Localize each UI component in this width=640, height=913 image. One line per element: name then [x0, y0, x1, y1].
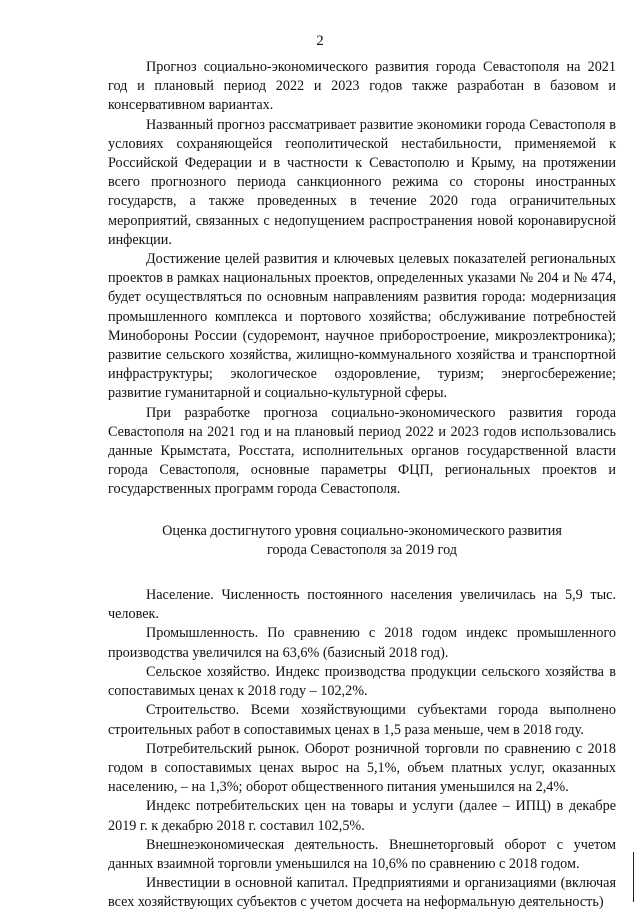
- section-heading: [108, 522, 616, 560]
- scan-edge-line: [633, 852, 634, 902]
- paragraph-development-directions: Достижение целей развития и ключевых целевых показателей региональных проектов в рамках национальных проектов, определенных указами № 204 и № 474, будет осуществляться по основным направлениям развития города: модернизация промышленного комплекса и портового хозяйства; обслуживание потребностей Минобороны России (судоремонт, научное приборостроение, микроэлектроника); развитие сельского хозяйства, жилищно-коммунального хозяйства и транспортной инфраструктуры; экологическое оздоровление, туризм; энергосбережение; развитие гуманитарной и социально-культурной сферы.: [108, 251, 616, 402]
- section-heading-line-2: города Севастополя за 2019 год: [267, 541, 457, 558]
- paragraph-data-sources: При разработке прогноза социально-экономического развития города Севастополя на 2021 год и на плановый период 2022 и 2023 годов использовались данные Крымстата, Росстата, исполнительных органов государственной власти города Севастополя, основные параметры ФЦП, региональных проектов и государственных программ города Севастополя.: [108, 404, 616, 498]
- page-number: 2: [316, 33, 324, 49]
- paragraph-industry: Промышленность. По сравнению с 2018 годом индекс промышленного производства увеличился на 63,6% (базисный 2018 год).: [108, 625, 616, 661]
- paragraph-investment: Инвестиции в основной капитал. Предприятиями и организациями (включая всех хозяйствующих субъектов с учетом досчета на неформальную деятельность): [108, 875, 616, 911]
- paragraph-consumer-market: Потребительский рынок. Оборот розничной торговли по сравнению с 2018 годом в сопоставимых ценах вырос на 5,1%, объем платных услуг, оказанных населению, – на 1,3%; оборот общественного питания уменьшился на 2,4%.: [108, 740, 616, 796]
- paragraph-geopolitical-conditions: Названный прогноз рассматривает развитие экономики города Севастополя в условиях сохраняющейся геополитической нестабильности, применяемой к Российской Федерации и в частности к Севастополю и Крыму, на протяжении всего прогнозного периода санкционного режима со стороны иностранных государств, а также проведенных в течение 2020 года ограничительных мероприятий, связанных с недопущением распространения новой коронавирусной инфекции.: [108, 116, 616, 248]
- paragraph-forecast-variants: Прогноз социально-экономического развития города Севастополя на 2021 год и плановый период 2022 и 2023 годов также разработан в базовом и консервативном вариантах.: [108, 59, 616, 114]
- paragraph-construction: Строительство. Всеми хозяйствующими субъектами города выполнено строительных работ в сопоставимых ценах в 1,5 раза меньше, чем в 2018 году.: [108, 702, 616, 738]
- document-body: [108, 58, 616, 913]
- section-heading-line-1: Оценка достигнутого уровня социально-экономического развития: [162, 522, 562, 539]
- paragraph-consumer-price-index: Индекс потребительских цен на товары и услуги (далее – ИПЦ) в декабре 2019 г. к декабрю 2018 г. составил 102,5%.: [108, 798, 616, 834]
- paragraph-foreign-trade: Внешнеэкономическая деятельность. Внешнеторговый оборот с учетом данных взаимной торговли уменьшился на 10,6% по сравнению с 2018 годом.: [108, 836, 616, 872]
- paragraph-agriculture: Сельское хозяйство. Индекс производства продукции сельского хозяйства в сопоставимых ценах к 2018 году – 102,2%.: [108, 663, 616, 700]
- paragraph-population: Население. Численность постоянного населения увеличилась на 5,9 тыс. человек.: [108, 587, 616, 623]
